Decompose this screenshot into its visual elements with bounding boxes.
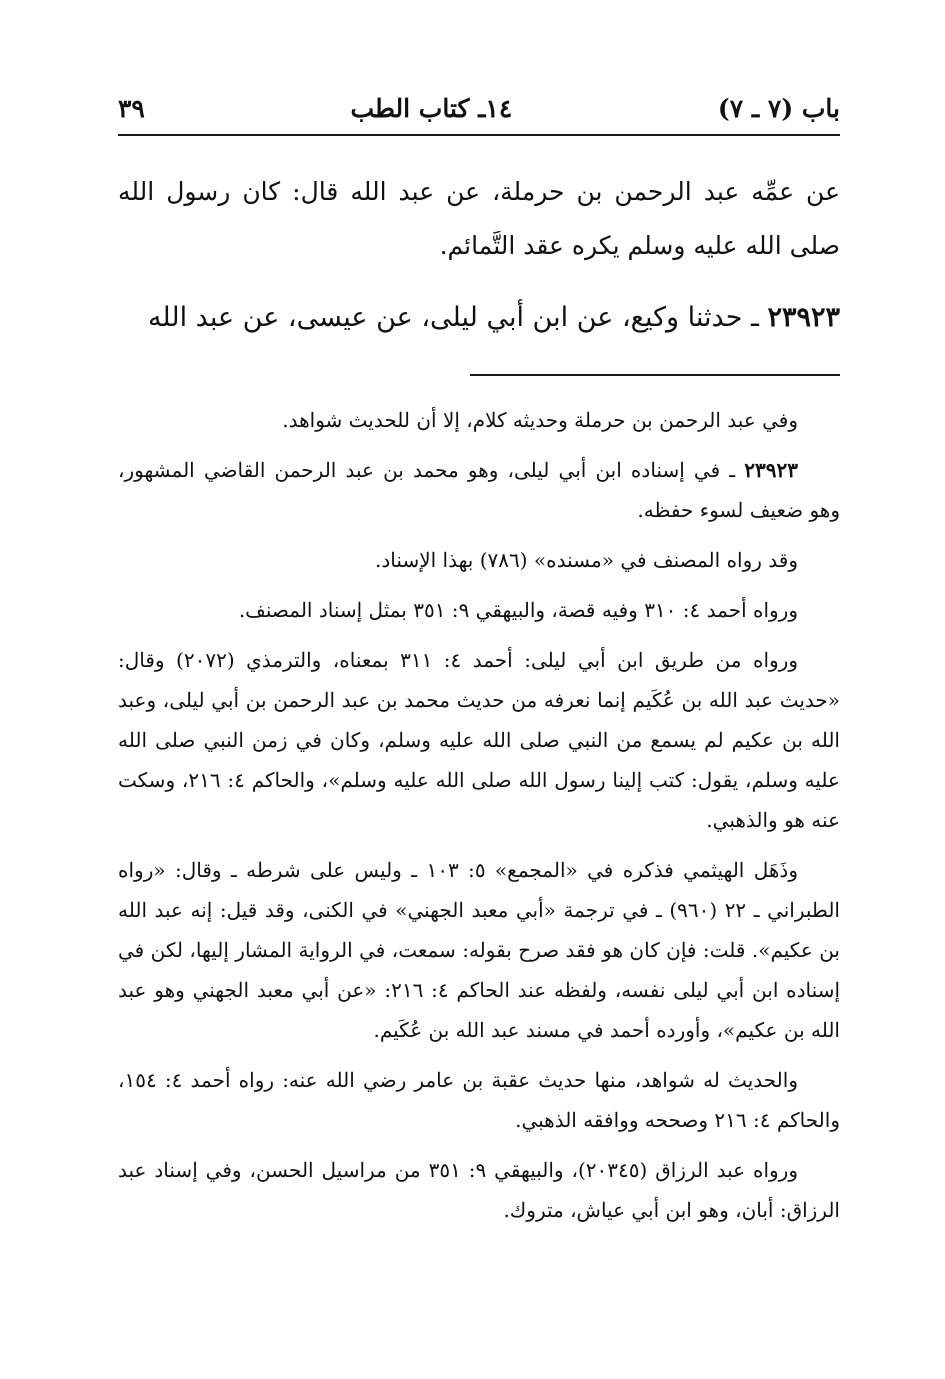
note-paragraph bbox=[118, 1150, 840, 1230]
note-text: ـ في إسناده ابن أبي ليلى، وهو محمد بن عبد الرحمن القاضي المشهور، وهو ضعيف لسوء حفظه. bbox=[118, 458, 840, 522]
running-header bbox=[118, 88, 840, 128]
main-text bbox=[118, 165, 840, 345]
footnote-rule bbox=[470, 374, 840, 376]
chapter-reference: باب (٧ ـ ٧) bbox=[717, 93, 840, 123]
note-number: ٢٣٩٢٣ bbox=[744, 458, 798, 482]
note-text: والحديث له شواهد، منها حديث عقبة بن عامر رضي الله عنه: رواه أحمد ٤: ١٥٤، والحاكم ٤: ٢١٦ وصححه ووافقه الذهبي. bbox=[118, 1068, 840, 1132]
note-text: ورواه من طريق ابن أبي ليلى: أحمد ٤: ٣١١ بمعناه، والترمذي (٢٠٧٢) وقال: «حديث عبد الله بن عُكَيم إنما نعرفه من حديث محمد بن عبد الرحمن بن أبي ليلى، وعبد الله بن عكيم لم يسمع من النبي صلى الله عليه وسلم، وكان في زمن النبي صلى الله عليه وسلم، يقول: كتب إلينا رسول الله صلى الله عليه وسلم»، والحاكم ٤: ٢١٦، وسكت عنه هو والذهبي. bbox=[118, 648, 840, 832]
note-paragraph bbox=[118, 540, 840, 580]
hadith-paragraph bbox=[118, 291, 840, 345]
header-rule bbox=[118, 134, 840, 136]
hadith-number: ٢٣٩٢٣ bbox=[767, 302, 840, 333]
note-paragraph bbox=[118, 850, 840, 1050]
note-paragraph bbox=[118, 450, 840, 530]
note-text: ورواه عبد الرزاق (٢٠٣٤٥)، والبيهقي ٩: ٣٥١ من مراسيل الحسن، وفي إسناد عبد الرزاق: أبان، وهو ابن أبي عياش، متروك. bbox=[118, 1158, 840, 1222]
continuation-paragraph: عن عمِّه عبد الرحمن بن حرملة، عن عبد الله قال: كان رسول الله صلى الله عليه وسلم يكره عقد التَّمائم. bbox=[118, 177, 840, 260]
note-paragraph bbox=[118, 400, 840, 440]
note-paragraph bbox=[118, 590, 840, 630]
hadith-text: ـ حدثنا وكيع، عن ابن أبي ليلى، عن عيسى، عن عبد الله bbox=[147, 302, 768, 333]
note-text: وفي عبد الرحمن بن حرملة وحديثه كلام، إلا أن للحديث شواهد. bbox=[282, 408, 798, 432]
note-text: وقد رواه المصنف في «مسنده» (٧٨٦) بهذا الإسناد. bbox=[375, 548, 798, 572]
book-title: ١٤ـ كتاب الطب bbox=[350, 93, 513, 123]
footnotes bbox=[118, 400, 840, 1240]
note-text: ورواه أحمد ٤: ٣١٠ وفيه قصة، والبيهقي ٩: ٣٥١ بمثل إسناد المصنف. bbox=[238, 598, 798, 622]
note-paragraph bbox=[118, 640, 840, 840]
note-text: وذَهَل الهيثمي فذكره في «المجمع» ٥: ١٠٣ ـ وليس على شرطه ـ وقال: «رواه الطبراني ـ ٢٢ (٩٦٠) ـ في ترجمة «أبي معبد الجهني» في الكنى، وقد قيل: إنه عبد الله بن عكيم». قلت: فإن كان هو فقد صرح بقوله: سمعت، في الرواية المشار إليها، لكن في إسناده ابن أبي ليلى نفسه، ولفظه عند الحاكم ٤: ٢١٦: «عن أبي معبد الجهني وهو عبد الله بن عكيم»، وأورده أحمد في مسند عبد الله بن عُكَيم. bbox=[118, 858, 841, 1042]
note-paragraph bbox=[118, 1060, 840, 1140]
page-number: ٣٩ bbox=[118, 93, 145, 123]
